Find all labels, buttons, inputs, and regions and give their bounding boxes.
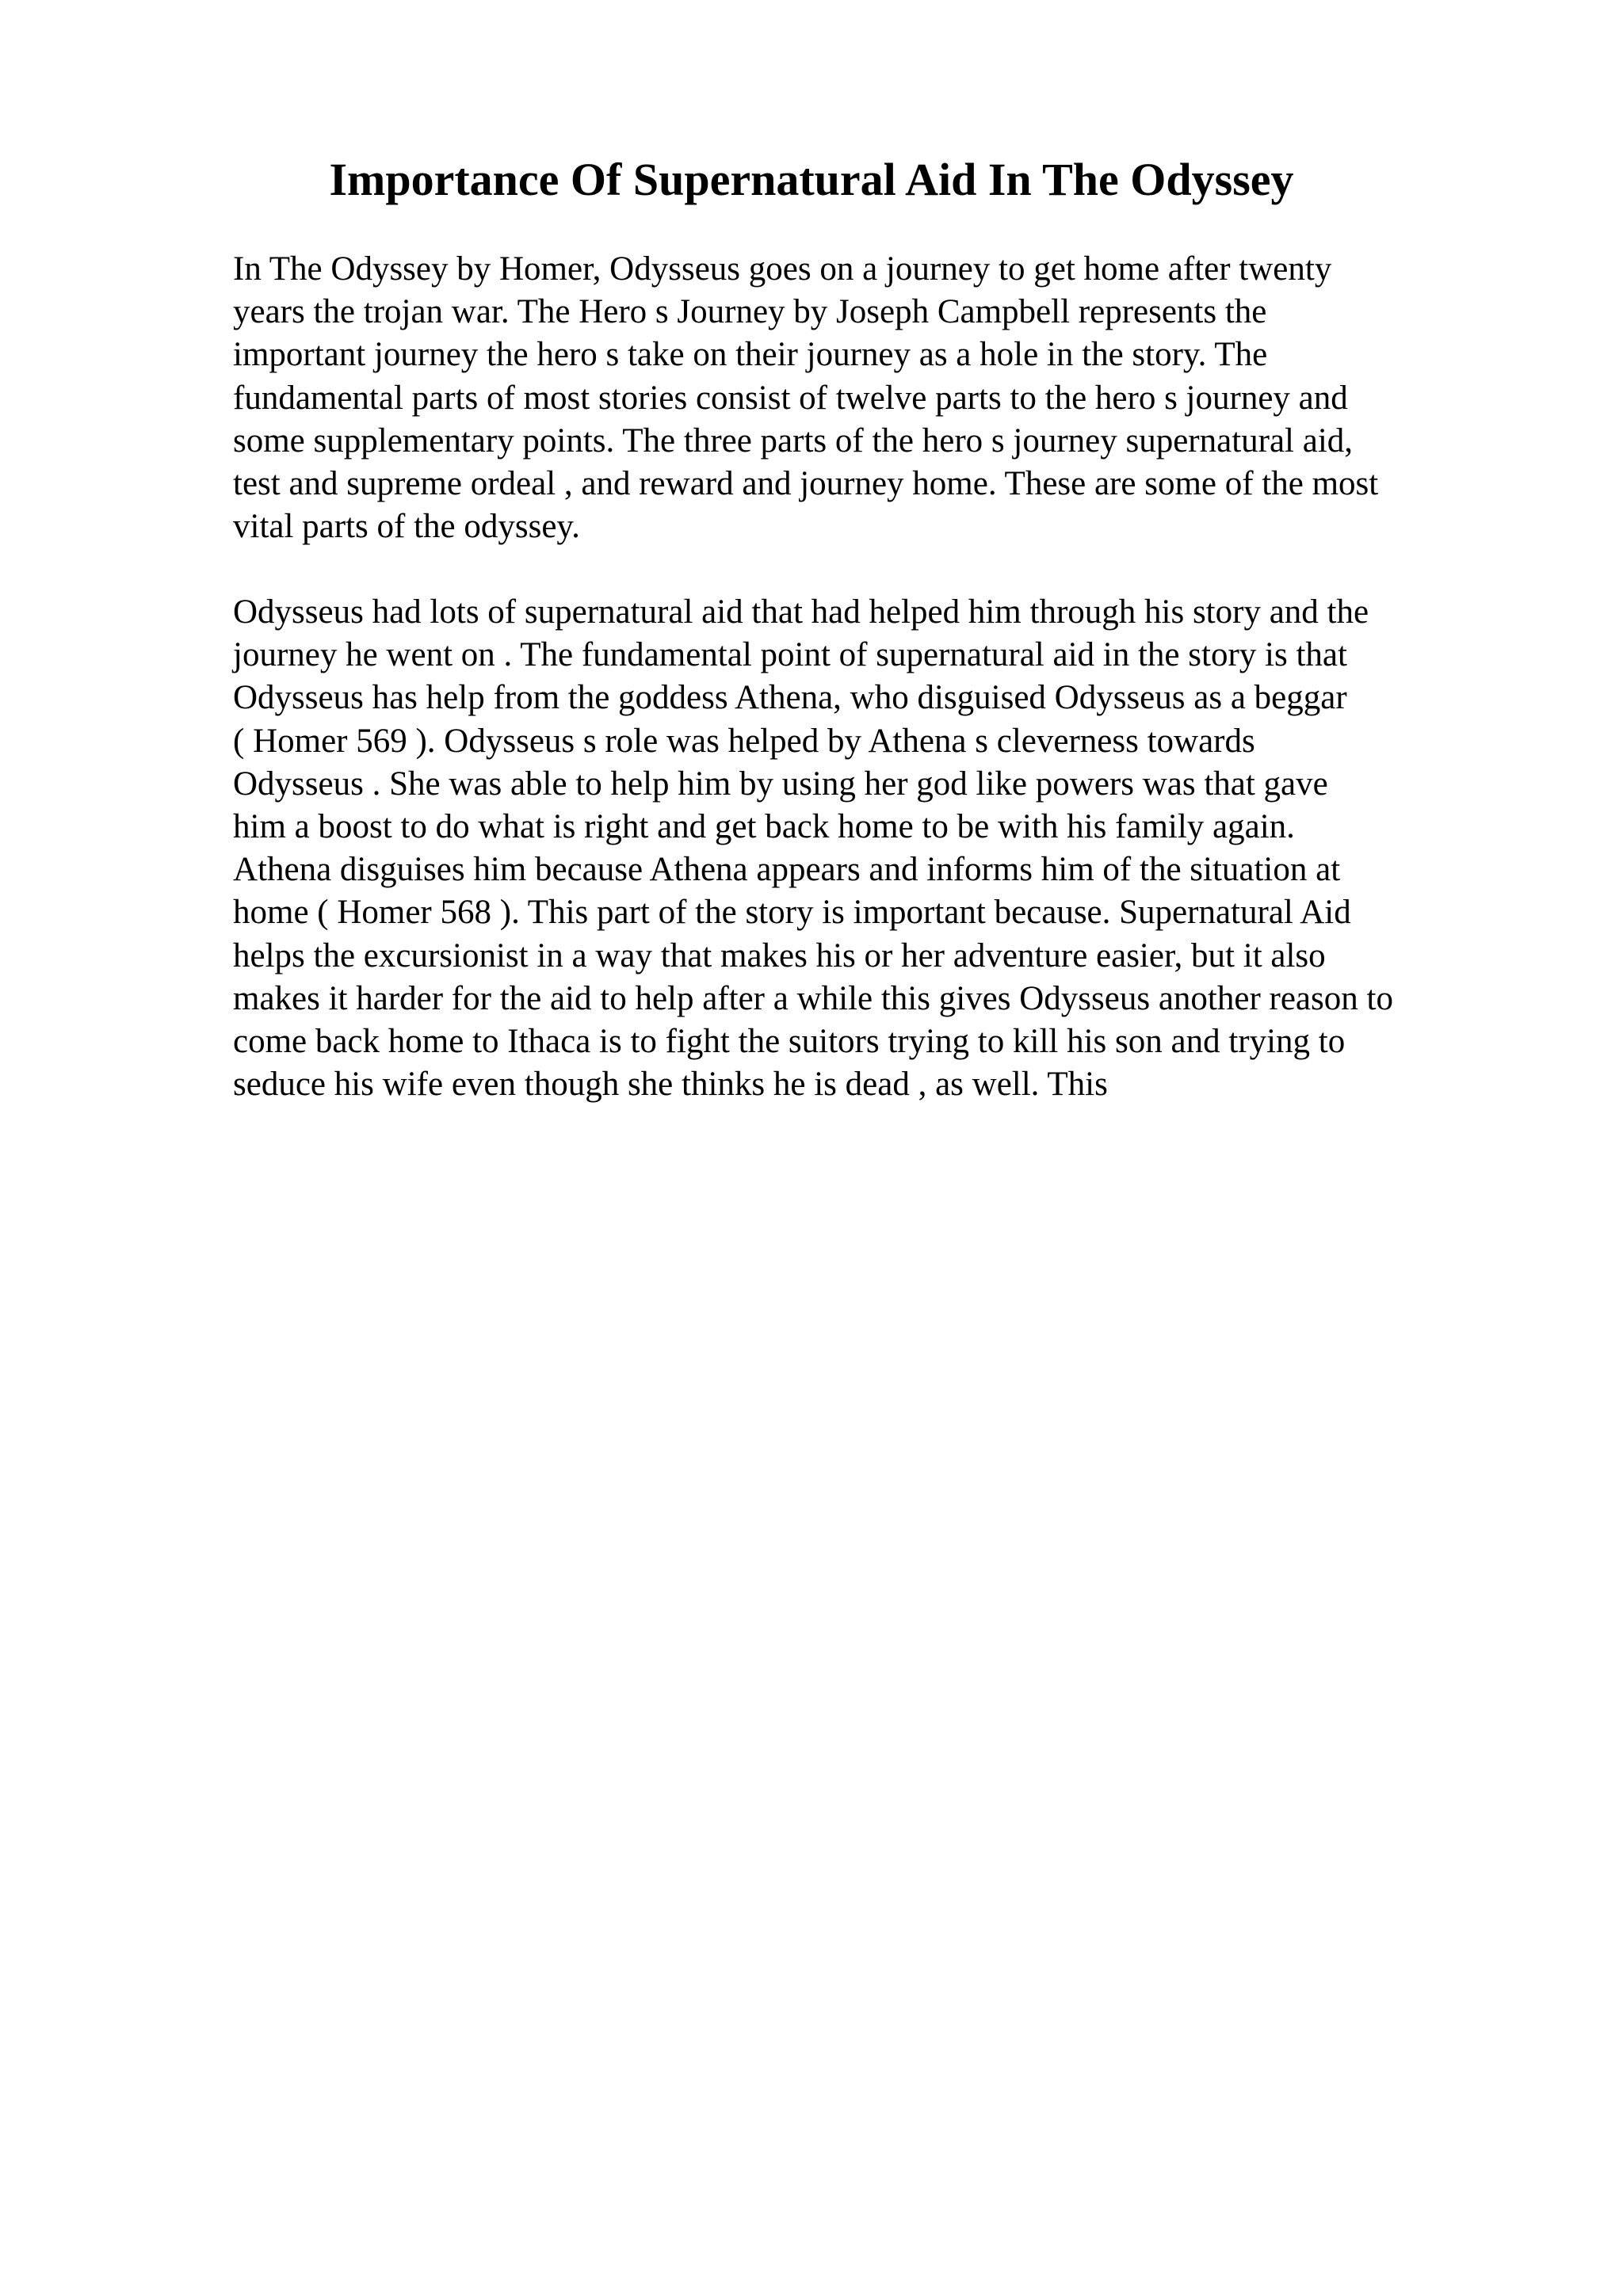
paragraph-line: Athena disguises him because Athena appears and informs him of the situation at: [233, 851, 1341, 889]
paragraph-line: important journey the hero s take on their journey as a hole in the story. The: [233, 336, 1268, 374]
paragraph-line: seduce his wife even though she thinks he is dead , as well. This: [233, 1066, 1108, 1104]
paragraph-line: vital parts of the odyssey.: [233, 508, 580, 546]
paragraph-line: fundamental parts of most stories consist of twelve parts to the hero s journey and: [233, 379, 1348, 417]
paragraph-line: years the trojan war. The Hero s Journey by Joseph Campbell represents the: [233, 293, 1267, 331]
paragraph-line: test and supreme ordeal , and reward and journey home. These are some of the most: [233, 464, 1379, 502]
paragraph-line: ( Homer 569 ). Odysseus s role was helped by Athena s cleverness towards: [233, 722, 1255, 760]
document-title: Importance Of Supernatural Aid In The Odyssey: [329, 154, 1294, 205]
paragraph-line: In The Odyssey by Homer, Odysseus goes on a journey to get home after twenty: [233, 250, 1332, 288]
paragraph-line: him a boost to do what is right and get back home to be with his family again.: [233, 807, 1295, 845]
paragraph-2: [233, 591, 1501, 1106]
paragraph-line: home ( Homer 568 ). This part of the story is important because. Supernatural Aid: [233, 894, 1351, 932]
paragraph-line: helps the excursionist in a way that makes his or her adventure easier, but it also: [233, 936, 1326, 974]
paragraph-line: Odysseus had lots of supernatural aid that had helped him through his story and the: [233, 593, 1369, 631]
paragraph-line: journey he went on . The fundamental point of supernatural aid in the story is that: [233, 636, 1347, 674]
paragraph-line: Odysseus has help from the goddess Athena, who disguised Odysseus as a beggar: [233, 679, 1347, 717]
paragraph-line: some supplementary points. The three parts of the hero s journey supernatural aid,: [233, 421, 1354, 460]
paragraph-1: [233, 248, 1501, 548]
paragraph-line: makes it harder for the aid to help after a while this gives Odysseus another reason to: [233, 979, 1393, 1017]
paragraph-line: come back home to Ithaca is to fight the suitors trying to kill his son and trying to: [233, 1022, 1346, 1060]
paragraph-line: Odysseus . She was able to help him by using her god like powers was that gave: [233, 765, 1328, 803]
